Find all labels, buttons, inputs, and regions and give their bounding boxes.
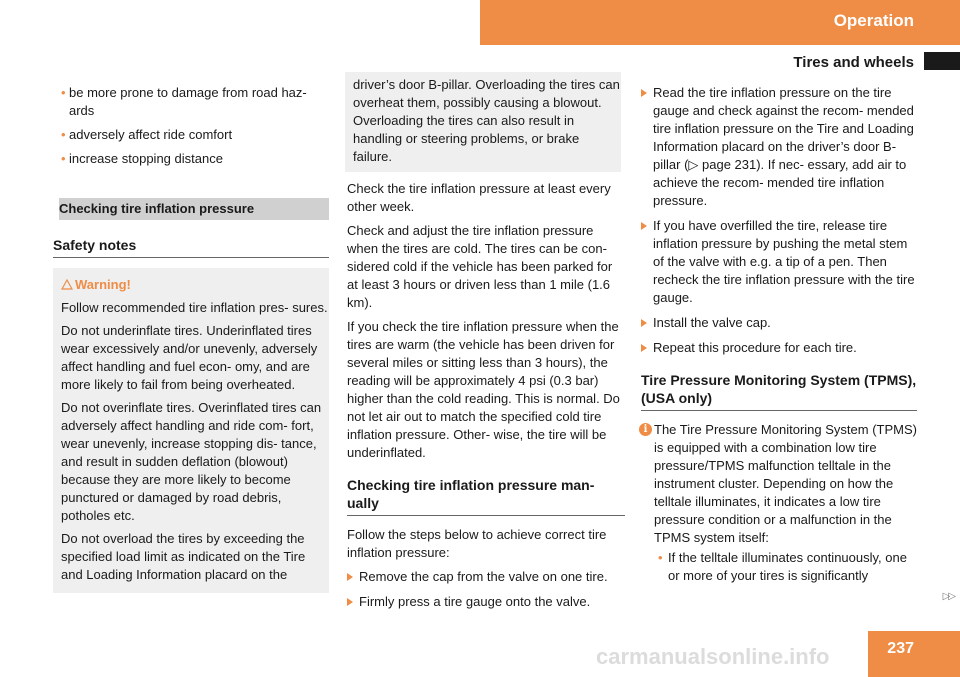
warning-title: Warning!: [61, 276, 329, 295]
warning-box-continued: driver’s door B-pillar. Overloading the tires can overheat them, possibly causing a blowout. Overloading the tires can also result in handling or steering problems, or brake failure.: [345, 72, 621, 172]
list-item: • increase stopping distance: [61, 151, 223, 166]
tpms-heading: Tire Pressure Monitoring System (TPMS), (USA only): [641, 371, 917, 411]
arrow-right-icon: [641, 89, 647, 97]
arrow-right-icon: [347, 598, 353, 606]
step-item: If you have overfilled the tire, release tire inflation pressure by pushing the metal stem of the valve with e.g. a tip of a pen. Then recheck the tire inflation pressure with the tire gauge.: [641, 217, 917, 307]
paragraph: Check the tire inflation pressure at least every other week.: [347, 181, 611, 214]
info-icon: i: [639, 423, 652, 436]
manual-check-heading: Checking tire inflation pressure man- ually: [347, 476, 625, 516]
step-item: Install the valve cap.: [641, 314, 917, 332]
step-item: Repeat this procedure for each tire.: [641, 339, 917, 357]
section-title: Operation: [833, 11, 914, 30]
warning-paragraph: Follow recommended tire inflation pres- sures.: [61, 300, 328, 315]
warning-paragraph: Do not underinflate tires. Underinflated tires wear excessively and/or unevenly, adversely affect handling and fuel econ- omy, and are more likely to fail from being overheated.: [61, 323, 318, 392]
column-1: [53, 84, 329, 593]
paragraph: Follow the steps below to achieve correct tire inflation pressure:: [347, 527, 607, 560]
step-item: Firmly press a tire gauge onto the valve.: [347, 593, 625, 611]
warning-paragraph: Do not overinflate tires. Overinflated tires can adversely affect handling and ride com- fort, wear unevenly, increase stopping dis- tance, and result in sudden deflation (blowout) because they are more likely to become punctured or damaged by road debris, potholes etc.: [61, 400, 322, 523]
continue-arrows-icon: ▷▷: [942, 591, 954, 602]
warning-box: [53, 268, 329, 593]
list-item: • be more prone to damage from road haz- ards: [61, 85, 307, 118]
column-2: [347, 77, 625, 618]
column-3: [641, 84, 917, 585]
watermark: carmanualsonline.info: [596, 644, 830, 669]
arrow-right-icon: [641, 319, 647, 327]
chapter-heading: Checking tire inflation pressure: [59, 198, 329, 220]
subsection-title: Tires and wheels: [793, 54, 914, 71]
step-item: Remove the cap from the valve on one tire.: [347, 568, 625, 586]
paragraph: If you check the tire inflation pressure when the tires are warm (the vehicle has been driven for several miles or sitting less than 3 hours), the reading will be approximately 4 psi (0.3 bar) higher than the cold reading. This is normal. Do not let air out to match the specified cold tire inflation pressure. Other- wise, the tire will be underinflated.: [347, 319, 620, 460]
list-item: • adversely affect ride comfort: [61, 127, 233, 142]
header-tab-marker: [924, 52, 960, 70]
info-note: i The Tire Pressure Monitoring System (TPMS) is equipped with a combination low tire pressure/TPMS malfunction telltale in the instrument cluster. Depending on how the telltale illuminates, it indicates a low tire pressure condition or a malfunction in the TPMS system itself: • If the telltale illuminates continuously, one or more of your tires is significantly: [641, 421, 917, 585]
arrow-right-icon: [347, 573, 353, 581]
arrow-right-icon: [641, 222, 647, 230]
paragraph: Check and adjust the tire inflation pressure when the tires are cold. The tires can be con- sidered cold if the vehicle has been parked for at least 3 hours or driven less than 1 mile (1.6 km).: [347, 223, 613, 310]
step-item: Read the tire inflation pressure on the tire gauge and check against the recom- mended tire inflation pressure on the Tire and Loading Information placard on the driver’s door B-pillar (▷ page 231). If nec- essary, add air to achieve the recom- mended tire inflation pressure.: [641, 84, 917, 210]
arrow-right-icon: [641, 344, 647, 352]
list-item: • If the telltale illuminates continuously, one or more of your tires is significantly: [658, 550, 907, 583]
safety-notes-heading: Safety notes: [53, 236, 329, 258]
warning-triangle-icon: [61, 277, 75, 295]
warning-paragraph: Do not overload the tires by exceeding the specified load limit as indicated on the Tire and Loading Information placard on the: [61, 531, 306, 582]
page-number-box: [868, 631, 960, 677]
page-number: 237: [887, 640, 914, 657]
